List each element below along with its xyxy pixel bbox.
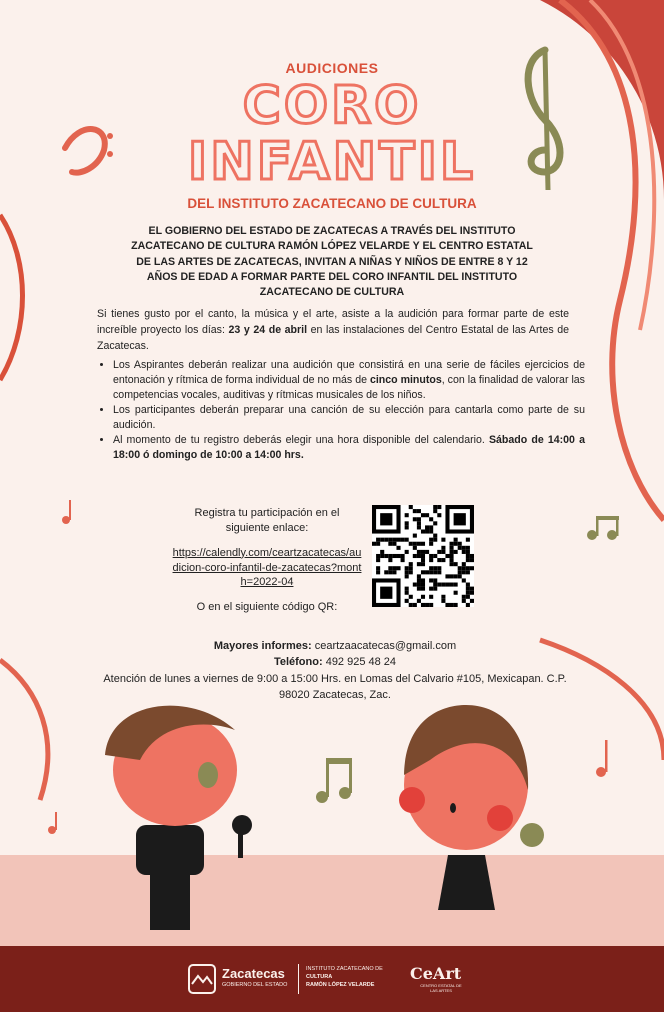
qr-module — [466, 583, 470, 587]
qr-module — [388, 566, 392, 570]
qr-module — [450, 550, 454, 554]
qr-module — [466, 558, 470, 562]
qr-module — [405, 550, 409, 554]
qr-module — [429, 566, 433, 570]
intro-line: DE LAS ARTES DE ZACATECAS, INVITAN A NIÑAS Y NIÑOS DE ENTRE 8 Y 12 — [136, 255, 528, 268]
qr-module — [441, 558, 445, 562]
qr-module — [445, 574, 449, 578]
contact-phone-row — [100, 654, 570, 670]
qr-module — [417, 574, 421, 578]
qr-code[interactable] — [372, 505, 474, 607]
intro-text — [104, 224, 560, 301]
qr-module — [425, 525, 429, 529]
qr-module — [376, 570, 380, 574]
qr-module — [437, 566, 441, 570]
qr-module — [429, 542, 433, 546]
qr-module — [466, 587, 470, 591]
qr-module — [429, 595, 433, 599]
logo-ceart-sub: CENTRO ESTATAL DE LAS ARTES — [420, 983, 462, 993]
qr-module — [425, 550, 429, 554]
qr-module — [421, 558, 425, 562]
qr-module — [405, 570, 409, 574]
qr-module — [405, 566, 409, 570]
qr-module — [376, 566, 380, 570]
qr-module — [429, 578, 433, 582]
qr-module — [417, 521, 421, 525]
qr-module — [401, 554, 405, 558]
qr-module — [429, 525, 433, 529]
qr-module — [441, 546, 445, 550]
qr-module — [421, 542, 425, 546]
qr-module — [380, 550, 384, 554]
qr-module — [388, 554, 392, 558]
paragraph-text: Si tienes gusto por el canto, la música y el arte, asiste a la audición para formar parte de este increíble proyecto los días: — [97, 308, 569, 336]
qr-module — [409, 566, 413, 570]
phone-number: 492 925 48 24 — [322, 656, 397, 669]
qr-module — [433, 505, 437, 509]
qr-module — [429, 538, 433, 542]
qr-module — [466, 566, 470, 570]
qr-module — [401, 558, 405, 562]
qr-module — [429, 554, 433, 558]
qr-module — [392, 566, 396, 570]
office-hours: Atención de lunes a viernes de 9:00 a 15:00 Hrs. en Lomas del Calvario #105, Mexicapan. C.P. 98020 Zacatecas, Zac. — [103, 672, 567, 701]
qr-module — [433, 583, 437, 587]
qr-module — [421, 583, 425, 587]
list-item — [113, 433, 585, 463]
qr-module — [450, 546, 454, 550]
logo-izc — [306, 966, 383, 990]
qr-module — [384, 554, 388, 558]
qr-module — [425, 529, 429, 533]
logo-ceart: CeArt — [410, 964, 462, 983]
qr-module — [413, 546, 417, 550]
qr-module — [462, 570, 466, 574]
qr-module — [376, 542, 380, 546]
qr-module — [392, 570, 396, 574]
qr-module — [429, 517, 433, 521]
qr-module — [433, 566, 437, 570]
qr-module — [462, 599, 466, 603]
footer — [0, 946, 664, 1012]
qr-label: O en el siguiente código QR: — [196, 601, 338, 614]
contact-email-row — [100, 638, 570, 654]
qr-module — [396, 538, 400, 542]
qr-module — [417, 599, 421, 603]
qr-module — [380, 554, 384, 558]
qr-module — [405, 525, 409, 529]
qr-module — [421, 578, 425, 582]
qr-module — [396, 566, 400, 570]
qr-module — [417, 550, 421, 554]
logo-izc-line: CULTURA — [306, 973, 333, 980]
qr-module — [433, 570, 437, 574]
qr-module — [429, 603, 433, 607]
qr-module — [466, 603, 470, 607]
logo-zacatecas-sub: GOBIERNO DEL ESTADO — [222, 982, 288, 988]
qr-module — [388, 538, 392, 542]
qr-module — [392, 554, 396, 558]
qr-module — [429, 587, 433, 591]
qr-module — [409, 595, 413, 599]
qr-module — [405, 587, 409, 591]
qr-module — [433, 587, 437, 591]
qr-module — [433, 534, 437, 538]
qr-module — [421, 603, 425, 607]
qr-module — [421, 595, 425, 599]
qr-module — [470, 554, 474, 558]
qr-module — [466, 570, 470, 574]
qr-module — [454, 562, 458, 566]
contact-block — [100, 638, 570, 703]
qr-module — [409, 562, 413, 566]
qr-module — [450, 542, 454, 546]
qr-module — [445, 583, 449, 587]
qr-module — [392, 538, 396, 542]
phone-label: Teléfono: — [273, 656, 323, 669]
registration-block — [172, 506, 362, 615]
qr-module — [470, 558, 474, 562]
qr-module — [458, 542, 462, 546]
qr-module — [421, 554, 425, 558]
qr-module — [470, 566, 474, 570]
qr-module — [462, 550, 466, 554]
qr-module — [454, 583, 458, 587]
qr-module — [441, 583, 445, 587]
qr-module — [437, 513, 441, 517]
zacatecas-logo-icon — [188, 964, 216, 994]
kicker: AUDICIONES — [285, 60, 379, 76]
intro-line: EL GOBIERNO DEL ESTADO DE ZACATECAS A TRAVÉS DEL INSTITUTO — [148, 225, 516, 237]
registration-heading: Registra tu participación en el siguiente enlace: — [194, 507, 340, 534]
qr-module — [470, 587, 474, 591]
qr-module — [405, 521, 409, 525]
qr-module — [450, 558, 454, 562]
list-item — [113, 358, 585, 403]
qr-module — [409, 603, 413, 607]
qr-module — [413, 517, 417, 521]
qr-module — [413, 554, 417, 558]
qr-module — [445, 603, 449, 607]
qr-module — [384, 538, 388, 542]
qr-module — [421, 587, 425, 591]
bullet-text: , con la finalidad de valorar las competencias vocales, auditivas y rítmicas musicales de los niños. — [113, 374, 585, 402]
qr-module — [462, 578, 466, 582]
qr-module — [372, 542, 376, 546]
qr-module — [462, 595, 466, 599]
qr-module — [376, 554, 380, 558]
qr-module — [417, 509, 421, 513]
qr-module — [450, 583, 454, 587]
qr-module — [396, 546, 400, 550]
qr-module — [421, 513, 425, 517]
stage-floor — [0, 855, 664, 946]
qr-module — [466, 550, 470, 554]
subtitle: DEL INSTITUTO ZACATECANO DE CULTURA — [187, 196, 477, 211]
footer-divider — [298, 964, 299, 994]
qr-module — [392, 542, 396, 546]
qr-module — [454, 550, 458, 554]
qr-module — [409, 570, 413, 574]
qr-module — [466, 554, 470, 558]
qr-module — [437, 570, 441, 574]
qr-module — [429, 558, 433, 562]
bullet-text: Los Aspirantes deberán realizar una audición que consistirá en una serie de fáciles ejercicios de entonación y rítmica de forma individual de no más de — [113, 359, 585, 387]
qr-module — [417, 554, 421, 558]
intro-line: ZACATECANO DE CULTURA — [259, 286, 405, 299]
qr-module — [441, 599, 445, 603]
qr-module — [454, 591, 458, 595]
qr-module — [388, 570, 392, 574]
qr-module — [409, 505, 413, 509]
qr-module — [421, 529, 425, 533]
qr-module — [433, 554, 437, 558]
qr-module — [433, 521, 437, 525]
qr-module — [450, 574, 454, 578]
qr-module — [433, 509, 437, 513]
qr-module — [433, 538, 437, 542]
intro-line: ZACATECANO DE CULTURA RAMÓN LÓPEZ VELARDE Y EL CENTRO ESTATAL — [131, 240, 533, 253]
qr-module — [413, 583, 417, 587]
qr-module — [466, 591, 470, 595]
qr-module — [429, 570, 433, 574]
intro-line: AÑOS DE EDAD A FORMAR PARTE DEL CORO INFANTIL DEL INSTITUTO — [146, 271, 518, 284]
qr-module — [405, 513, 409, 517]
qr-module — [405, 574, 409, 578]
qr-module — [450, 562, 454, 566]
qr-module — [417, 587, 421, 591]
qr-module — [458, 566, 462, 570]
qr-module — [417, 525, 421, 529]
qr-module — [405, 591, 409, 595]
qr-module — [450, 554, 454, 558]
qr-module — [380, 538, 384, 542]
qr-module — [445, 554, 449, 558]
paragraph-text: en las instalaciones del Centro Estatal de las Artes de Zacatecas. — [97, 323, 570, 352]
bullet-text: Al momento de tu registro deberás elegir una hora disponible del calendario. — [113, 434, 489, 447]
logo-zacatecas: Zacatecas — [222, 966, 285, 981]
qr-module — [437, 558, 441, 562]
qr-module — [470, 599, 474, 603]
audition-dates: 23 y 24 de abril — [228, 323, 308, 336]
qr-module — [437, 550, 441, 554]
bullet-bold: cinco minutos — [369, 374, 442, 387]
qr-module — [462, 562, 466, 566]
qr-module — [450, 603, 454, 607]
qr-module — [454, 603, 458, 607]
qr-module — [413, 534, 417, 538]
qr-module — [417, 542, 421, 546]
qr-module — [376, 558, 380, 562]
qr-module — [417, 578, 421, 582]
ribbon-left — [0, 215, 23, 380]
qr-module — [462, 546, 466, 550]
qr-module — [425, 603, 429, 607]
requirements-list — [97, 358, 585, 463]
qr-module — [458, 546, 462, 550]
qr-module — [462, 566, 466, 570]
bullet-text: Los participantes deberán preparar una canción de su elección para cantarla como parte de su audición. — [113, 404, 585, 432]
invitation-paragraph — [97, 307, 569, 355]
qr-module — [384, 570, 388, 574]
qr-module — [425, 570, 429, 574]
qr-module — [388, 558, 392, 562]
qr-module — [441, 550, 445, 554]
qr-module — [401, 538, 405, 542]
qr-module — [437, 583, 441, 587]
qr-module — [396, 554, 400, 558]
qr-module — [458, 574, 462, 578]
qr-module — [405, 599, 409, 603]
qr-module — [425, 513, 429, 517]
qr-module — [433, 578, 437, 582]
registration-link[interactable]: https://calendly.com/ceartzacatecas/audicion-coro-infantil-de-zacatecas?month=2022-04 — [172, 546, 362, 589]
list-item — [113, 403, 585, 433]
qr-module — [437, 505, 441, 509]
qr-module — [458, 570, 462, 574]
qr-module — [466, 595, 470, 599]
qr-module — [429, 529, 433, 533]
qr-module — [421, 562, 425, 566]
qr-module — [413, 509, 417, 513]
qr-module — [470, 591, 474, 595]
qr-module — [421, 550, 425, 554]
qr-module — [421, 570, 425, 574]
logo-izc-line: INSTITUTO ZACATECANO DE — [306, 966, 383, 972]
qr-module — [466, 538, 470, 542]
contact-label: Mayores informes: — [213, 640, 312, 652]
qr-module — [441, 595, 445, 599]
qr-module — [405, 538, 409, 542]
title-line-2: INFANTIL — [187, 132, 477, 192]
title-line-1: CORO — [242, 76, 422, 136]
logo-izc-line: RAMÓN LÓPEZ VELARDE — [306, 981, 375, 988]
qr-module — [413, 542, 417, 546]
qr-module — [376, 538, 380, 542]
qr-module — [466, 546, 470, 550]
qr-module — [413, 603, 417, 607]
qr-module — [417, 562, 421, 566]
qr-module — [409, 542, 413, 546]
qr-module — [417, 583, 421, 587]
qr-module — [454, 542, 458, 546]
contact-email[interactable]: ceartzaacatecas@gmail.com — [311, 640, 457, 652]
qr-module — [441, 538, 445, 542]
qr-module — [417, 517, 421, 521]
qr-module — [454, 538, 458, 542]
ribbon-left-low — [0, 660, 48, 800]
schedule-text: Sábado de 14:00 a 18:00 ó domingo de 10:00 a 14:00 hrs. — [113, 434, 585, 462]
qr-module — [388, 542, 392, 546]
qr-module — [454, 574, 458, 578]
